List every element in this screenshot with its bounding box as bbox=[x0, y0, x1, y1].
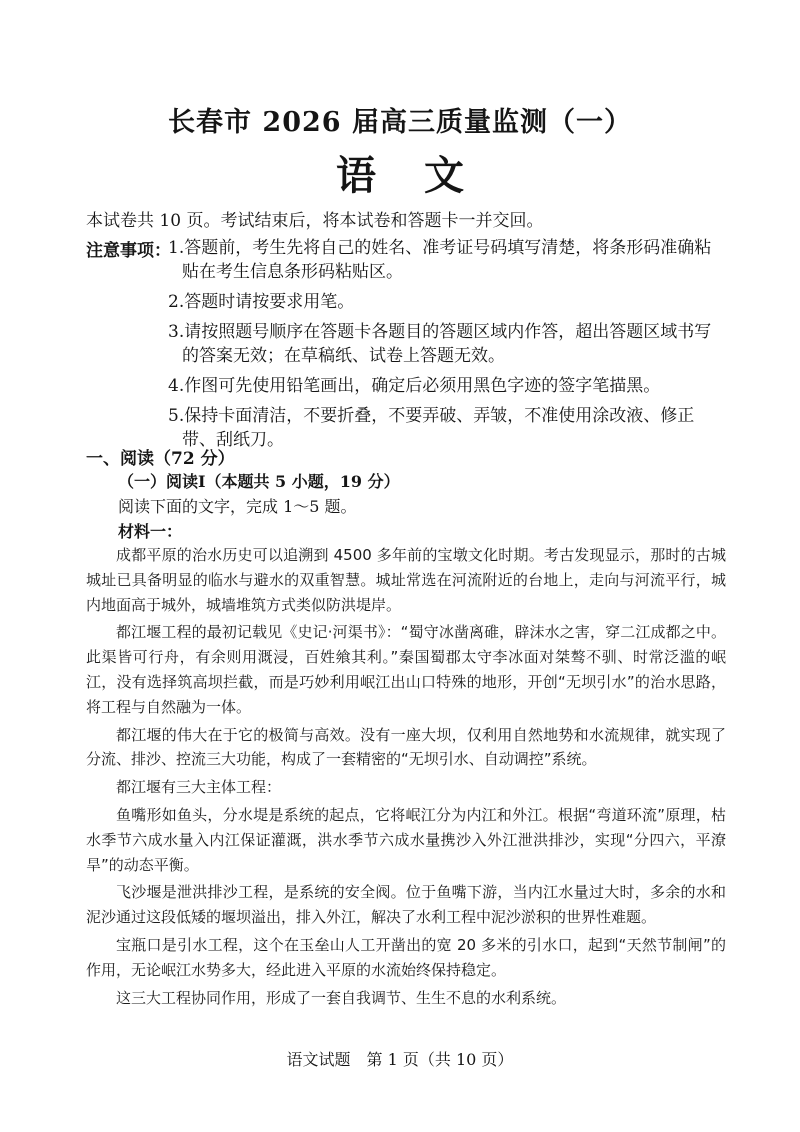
material-label: 材料一： bbox=[118, 522, 183, 541]
notice-label: 注意事项： bbox=[86, 241, 171, 261]
subsection-heading: （一）阅读Ⅰ（本题共 5 小题，19 分） bbox=[118, 472, 400, 491]
passage-paragraph: 鱼嘴形如鱼头，分水堤是系统的起点，它将岷江分为内江和外江。根据“弯道环流”原理，枯水季节六成水量入内江保证灌溉，洪水季节六成水量携沙入外江泄洪排沙，实现“分四六，平潦旱”的动态平衡。 bbox=[86, 805, 726, 874]
section-heading: 一、阅读（72 分） bbox=[86, 449, 235, 469]
passage-paragraph: 都江堰有三大主体工程： bbox=[116, 778, 282, 797]
subject-title: 语文 bbox=[336, 152, 512, 199]
intro-text: 本试卷共 10 页。考试结束后，将本试卷和答题卡一并交回。 bbox=[86, 211, 544, 231]
notice-item: 2.答题时请按要求用笔。 bbox=[168, 292, 355, 312]
notice-item: 5.保持卡面清洁，不要折叠，不要弄破、弄皱，不准使用涂改液、修正带、刮纸刀。 bbox=[168, 406, 695, 450]
passage-paragraph: 这三大工程协同作用，形成了一套自我调节、生生不息的水利系统。 bbox=[116, 988, 567, 1007]
passage-paragraph: 都江堰工程的最初记载见《史记·河渠书》：“蜀守冰凿离碓，辟沫水之害，穿二江成都之中。此渠皆可行舟，有余则用溉浸，百姓飨其利。”秦国蜀郡太守李冰面对桀骜不驯、时常泛滥的岷江，没有选择筑高坝拦截，而是巧妙利用岷江出山口特殊的地形，开创“无坝引水”的治水思路，将工程与自然融为一体。 bbox=[86, 623, 726, 716]
reading-instruction: 阅读下面的文字，完成 1～5 题。 bbox=[118, 497, 357, 516]
notice-item: 1.答题前，考生先将自己的姓名、准考证号码填写清楚，将条形码准确粘贴在考生信息条形码粘贴区。 bbox=[168, 238, 712, 282]
passage-paragraph: 飞沙堰是泄洪排沙工程，是系统的安全阀。位于鱼嘴下游，当内江水量过大时，多余的水和泥沙通过这段低矮的堰坝溢出，排入外江，解决了水利工程中泥沙淤积的世界性难题。 bbox=[86, 883, 726, 927]
page-footer: 语文试题 第 1 页（共 10 页） bbox=[286, 1050, 514, 1069]
notice-item: 4.作图可先使用铅笔画出，确定后必须用黑色字迹的签字笔描黑。 bbox=[168, 376, 661, 396]
passage-paragraph: 都江堰的伟大在于它的极简与高效。没有一座大坝，仅利用自然地势和水流规律，就实现了分流、排沙、控流三大功能，构成了一套精密的“无坝引水、自动调控”系统。 bbox=[86, 725, 726, 769]
passage-paragraph: 宝瓶口是引水工程，这个在玉垒山人工开凿出的宽 20 多米的引水口，起到“天然节制闸”的作用，无论岷江水势多大，经此进入平原的水流始终保持稳定。 bbox=[86, 935, 726, 979]
reading-passage bbox=[86, 543, 726, 1013]
exam-title: 长春市 2026 届高三质量监测（一） bbox=[168, 107, 632, 138]
passage-paragraph: 成都平原的治水历史可以追溯到 4500 多年前的宝墩文化时期。考古发现显示，那时的古城城址已具备明显的临水与避水的双重智慧。城址常选在河流附近的台地上，走向与河流平行，城内地面高于城外，城墙堆筑方式类似防洪堤岸。 bbox=[86, 546, 726, 614]
notice-item: 3.请按照题号顺序在答题卡各题目的答题区域内作答，超出答题区域书写的答案无效；在草稿纸、试卷上答题无效。 bbox=[168, 322, 712, 366]
notice-list bbox=[168, 236, 728, 458]
